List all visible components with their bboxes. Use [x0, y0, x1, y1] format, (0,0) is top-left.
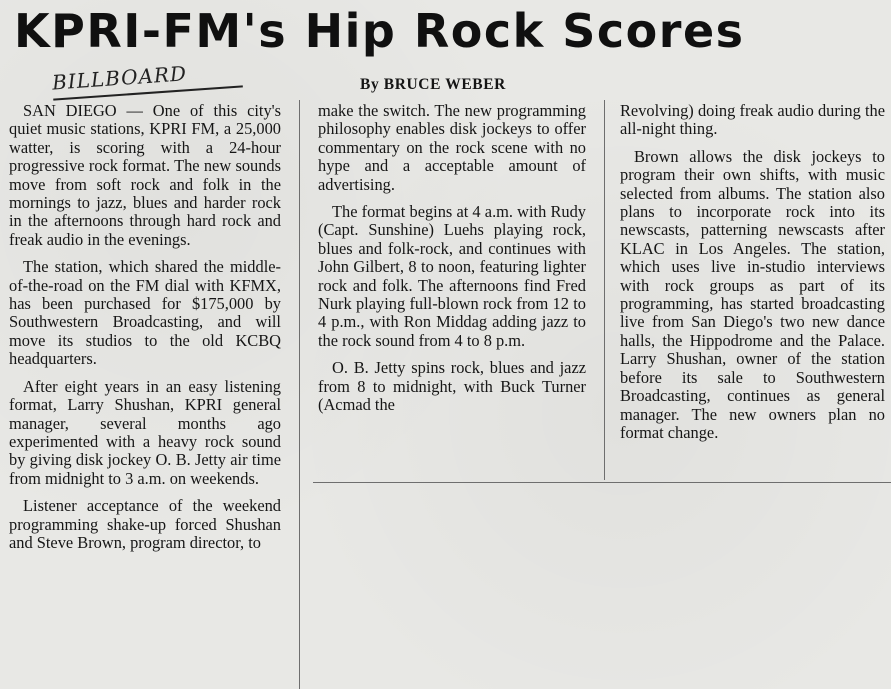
column-3-continued-text: Revolving) doing freak audio during the all-night thing.: [620, 101, 885, 139]
headline: KPRI-FM's Hip Rock Scores: [14, 4, 745, 58]
article-column-1: [9, 102, 281, 561]
byline: By BRUCE WEBER: [360, 76, 506, 93]
article-column-2: [318, 102, 586, 424]
column-3-paragraph-1: Brown allows the disk jockeys to program their own shifts, with music selected from albums. The station also plans to incorporate rock into its newscasts, patterning newscasts after KLAC in Los Angeles. The station, which uses live in-studio interviews with rock groups as part of its programming, has started broadcasting live from San Diego's two new dance halls, the Hippodrome and the Palace. Larry Shushan, owner of the station before its sale to Southwestern Broadcasting, continues as general manager. The new owners plan no format change.: [620, 146, 885, 442]
column-divider-1: [299, 100, 300, 689]
column-2-paragraph-1: The format begins at 4 a.m. with Rudy (Capt. Sunshine) Luehs playing rock, blues and folk-rock, and continues with John Gilbert, 8 to noon, featuring lighter rock and folk. The afternoons find Fred Nurk playing full-blown rock from 12 to 4 p.m., with Ron Middag adding jazz to the rock sound from 4 to 8 p.m.: [318, 202, 586, 350]
article-column-3: [620, 102, 885, 451]
handwritten-source-annotation: BILLBOARD: [51, 55, 243, 100]
column-1-paragraph-2: The station, which shared the middle-of-the-road on the FM dial with KFMX, has been purchased for $175,000 by Southwestern Broadcasting, and will move its studios to the old KCBQ headquarters.: [9, 257, 281, 369]
column-1-paragraph-1: SAN DIEGO — One of this city's quiet music stations, KPRI FM, a 25,000 watter, is scoring with a 24-hour progressive rock format. The new sounds move from soft rock and folk in the mornings to jazz, blues and harder rock in the afternoons through hard rock and freak audio in the evenings.: [9, 101, 281, 249]
column-2-paragraph-2: O. B. Jetty spins rock, blues and jazz from 8 to midnight, with Buck Turner (Acmad the: [318, 358, 586, 415]
article-end-rule: [313, 482, 891, 483]
column-divider-2: [604, 100, 605, 480]
column-1-paragraph-3: After eight years in an easy listening format, Larry Shushan, KPRI general manager, several months ago experimented with a heavy rock sound by giving disk jockey O. B. Jetty air time from midnight to 3 a.m. on weekends.: [9, 376, 281, 488]
column-2-continued-text: make the switch. The new programming philosophy enables disk jockeys to offer commentary on the rock scene with no hype and a acceptable amount of advertising.: [318, 101, 586, 194]
column-1-paragraph-4: Listener acceptance of the weekend programming shake-up forced Shushan and Steve Brown, program director, to: [9, 496, 281, 552]
